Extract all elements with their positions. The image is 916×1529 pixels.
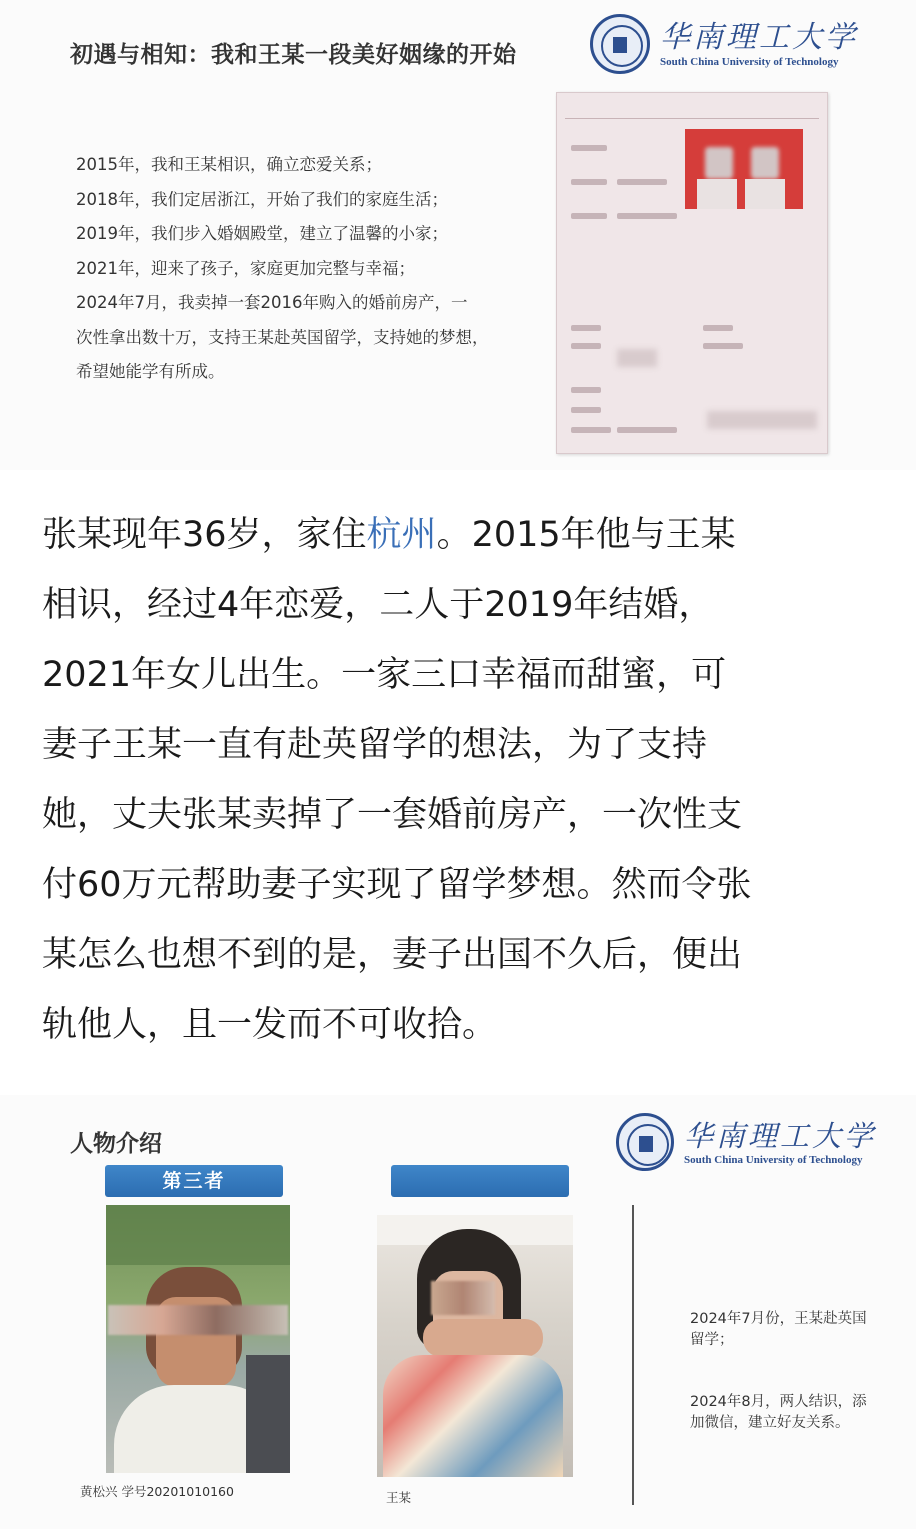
wang-photo <box>377 1215 573 1477</box>
third-party-tag: 第三者 <box>105 1165 283 1197</box>
note-august-2024: 2024年8月，两人结识，添加微信，建立好友关系。 <box>690 1394 867 1431</box>
timeline-text <box>76 148 489 390</box>
hangzhou-link[interactable]: 杭州 <box>366 515 437 555</box>
article-line: 相识，经过4年恋爱，二人于2019年结婚， <box>42 585 714 625</box>
timeline-line: 2018年，我们定居浙江，开始了我们的家庭生活； <box>76 189 448 209</box>
third-party-caption: 黄松兴 学号20201010160 <box>80 1484 234 1499</box>
article-line <box>42 500 882 570</box>
face-mosaic <box>431 1281 495 1315</box>
timeline-line: 2024年7月，我卖掉一套2016年购入的婚前房产，一 <box>76 293 468 312</box>
university-seal-icon <box>616 1113 674 1171</box>
article-line: 轨他人，且一发而不可收拾。 <box>42 1005 498 1045</box>
third-party-photo <box>106 1205 290 1473</box>
article-line: 她，丈夫张某卖掉了一套婚前房产，一次性支 <box>42 795 743 835</box>
university-logo <box>616 1113 876 1171</box>
certificate-ornament <box>565 97 819 119</box>
slide-marriage-intro <box>0 0 916 470</box>
slide-character-intro <box>0 1095 916 1529</box>
face-mosaic <box>108 1305 288 1335</box>
person-tag-blank <box>391 1165 569 1197</box>
timeline-line: 2019年，我们步入婚姻殿堂，建立了温馨的小家； <box>76 224 448 243</box>
vertical-divider <box>632 1205 634 1505</box>
timeline-line: 希望她能学有所成。 <box>76 362 225 381</box>
wang-caption: 王某 <box>386 1490 412 1505</box>
logo-chinese-name: 华南理工大学 <box>660 20 858 55</box>
note-july-2024: 2024年7月份，王某赴英国留学； <box>690 1311 867 1348</box>
logo-chinese-name: 华南理工大学 <box>684 1119 877 1153</box>
university-seal-icon <box>590 14 650 74</box>
university-logo <box>590 14 858 74</box>
article-text: 张某现年36岁，家住 <box>42 515 367 555</box>
timeline-line: 2021年，迎来了孩子，家庭更加完整与幸福； <box>76 258 415 278</box>
article-line: 付60万元帮助妻子实现了留学梦想。然而令张 <box>42 865 752 905</box>
article-body <box>42 500 882 1060</box>
article-line: 2021年女儿出生。一家三口幸福而甜蜜，可 <box>42 655 727 695</box>
slide1-title: 初遇与相知：我和王某一段美好姻缘的开始 <box>70 42 517 68</box>
logo-english-name: South China University of Technology <box>684 1154 863 1166</box>
couple-photo-blurred <box>685 129 803 209</box>
marriage-certificate-image <box>556 92 828 454</box>
article-text: 。2015年他与王某 <box>436 515 736 555</box>
article-line: 某怎么也想不到的是，妻子出国不久后，便出 <box>42 935 743 975</box>
logo-english-name: South China University of Technology <box>660 56 839 68</box>
article-line: 妻子王某一直有赴英留学的想法，为了支持 <box>42 725 708 765</box>
slide2-title: 人物介绍 <box>70 1131 162 1157</box>
timeline-line: 2015年，我和王某相识，确立恋爱关系； <box>76 155 382 174</box>
timeline-line: 次性拿出数十万，支持王某赴英国留学，支持她的梦想， <box>76 327 489 347</box>
